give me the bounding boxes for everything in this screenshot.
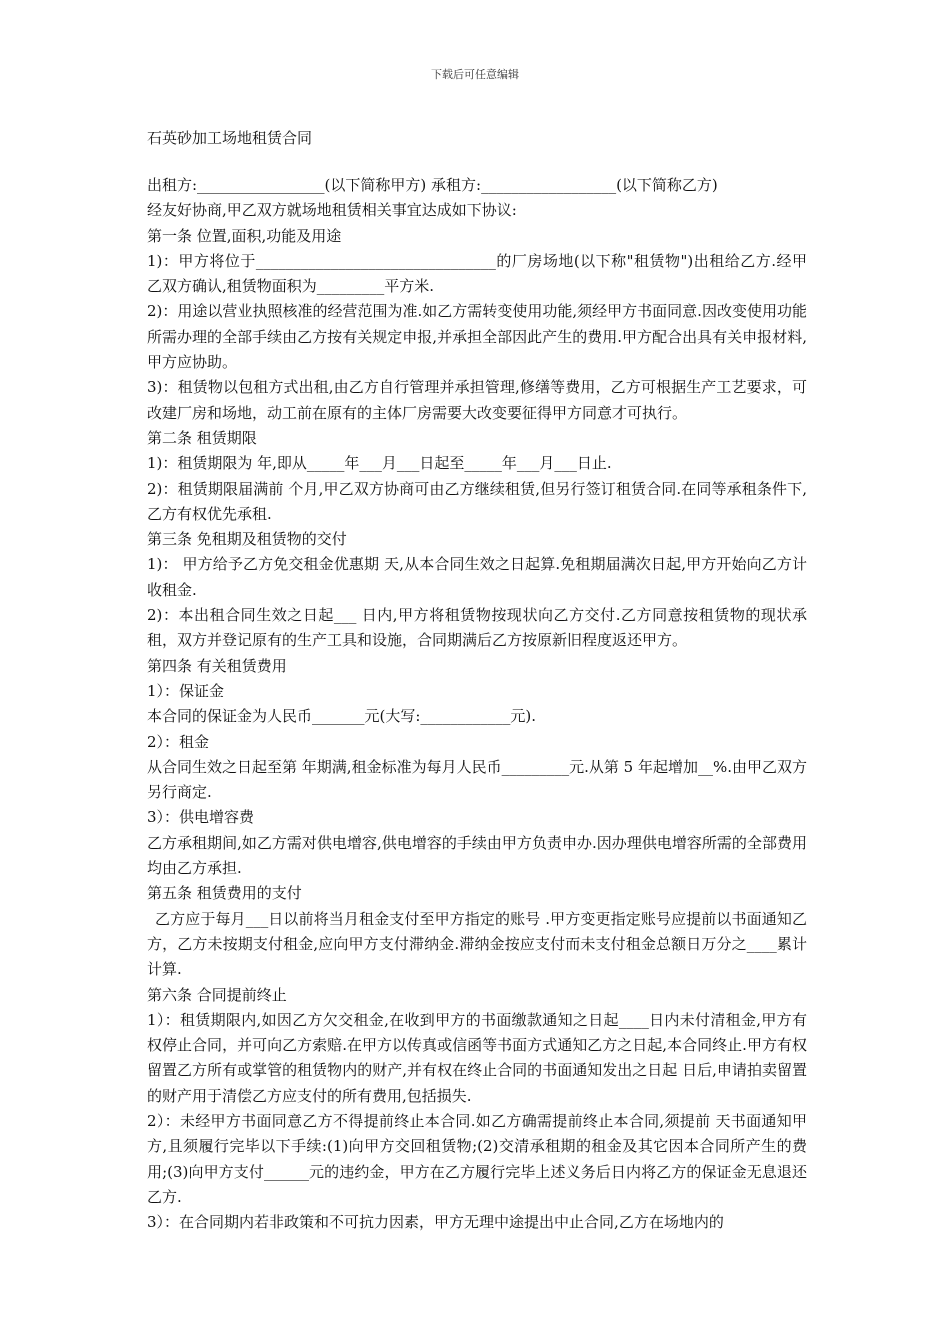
paragraph: 1）：租赁期限内,如因乙方欠交租金,在收到甲方的书面缴款通知之日起____日内未付清租金,甲方有权停止合同，并可向乙方索赔.在甲方以传真或信函等书面方式通知乙方之日起,本合同终止.甲方有权留置乙方所有或掌管的租赁物内的财产,并有权在终止合同的书面通知发出之日起 日后,申请拍卖留置的财产用于清偿乙方应支付的所有费用,包括损失. (147, 1010, 807, 1105)
page-header: 下载后可任意编辑 (431, 68, 519, 81)
paragraph: 2)：本出租合同生效之日起___ 日内,甲方将租赁物按现状向乙方交付.乙方同意按租赁物的现状承租，双方并登记原有的生产工具和设施，合同期满后乙方按原新旧程度返还甲方。 (147, 606, 807, 650)
paragraph: 从合同生效之日起至第 年期满,租金标准为每月人民币_________元.从第 5 年起增加__%.由甲乙双方另行商定. (147, 757, 807, 802)
paragraph: 经友好协商,甲乙双方就场地租赁相关事宜达成如下协议: (147, 201, 517, 220)
section-heading: 第三条 免租期及租赁物的交付 (147, 530, 347, 549)
paragraph: 乙方应于每月___日以前将当月租金支付至甲方指定的账号 .甲方变更指定账号应提前以书面通知乙方，乙方未按期支付租金,应向甲方支付滞纳金.滞纳金按应支付而未支付租金总额日万分之____累计计算. (147, 909, 807, 979)
paragraph: 本合同的保证金为人民币_______元(大写:____________元). (147, 707, 537, 726)
contract-body (147, 173, 807, 1235)
section-heading: 第六条 合同提前终止 (147, 985, 287, 1004)
paragraph: 乙方承租期间,如乙方需对供电增容,供电增容的手续由甲方负责申办.因办理供电增容所需的全部费用均由乙方承担. (147, 833, 807, 878)
paragraph: 2）：租金 (147, 732, 210, 751)
document-title: 石英砂加工场地租赁合同 (147, 129, 313, 147)
paragraph: 1)：甲方将位于________________________________的厂房场地(以下称"租赁物")出租给乙方.经甲乙双方确认,租赁物面积为_________平方米. (147, 251, 807, 296)
paragraph: 2)：租赁期限届满前 个月,甲乙双方协商可由乙方继续租赁,但另行签订租赁合同.在同等承租条件下,乙方有权优先承租. (147, 479, 807, 523)
section-heading: 第四条 有关租赁费用 (147, 656, 287, 675)
paragraph: 1)：租赁期限为 年,即从_____年___月___日起至_____年___月___日止. (147, 454, 612, 473)
paragraph: 3）：供电增容费 (147, 808, 255, 827)
section-heading: 第一条 位置,面积,功能及用途 (147, 226, 342, 245)
paragraph: 1）：保证金 (147, 681, 225, 700)
paragraph: 出租方:_________________(以下简称甲方) 承租方:__________________(以下简称乙方) (147, 176, 718, 194)
paragraph: 1)： 甲方给予乙方免交租金优惠期 天,从本合同生效之日起算.免租期届满次日起,甲方开始向乙方计收租金. (147, 555, 807, 599)
section-heading: 第二条 租赁期限 (147, 428, 257, 447)
paragraph: 3)：租赁物以包租方式出租,由乙方自行管理并承担管理,修缮等费用，乙方可根据生产工艺要求，可改建厂房和场地，动工前在原有的主体厂房需要大改变要征得甲方同意才可执行。 (147, 378, 807, 422)
section-heading: 第五条 租赁费用的支付 (147, 884, 302, 903)
paragraph: 2）：未经甲方书面同意乙方不得提前终止本合同.如乙方确需提前终止本合同,须提前 天书面通知甲方,且须履行完毕以下手续:(1)向甲方交回租赁物;(2)交清承租期的租金及其它因本合同所产生的费用;(3)向甲方支付______元的违约金，甲方在乙方履行完毕上述义务后日内将乙方的保证金无息退还乙方. (147, 1111, 807, 1206)
paragraph: 3）：在合同期内若非政策和不可抗力因素，甲方无理中途提出中止合同,乙方在场地内的 (147, 1213, 724, 1232)
paragraph: 2)：用途以营业执照核准的经营范围为准.如乙方需转变使用功能,须经甲方书面同意.因改变使用功能所需办理的全部手续由乙方按有关规定申报,并承担全部因此产生的费用.甲方配合出具有关申报材料,甲方应协助。 (147, 302, 807, 372)
